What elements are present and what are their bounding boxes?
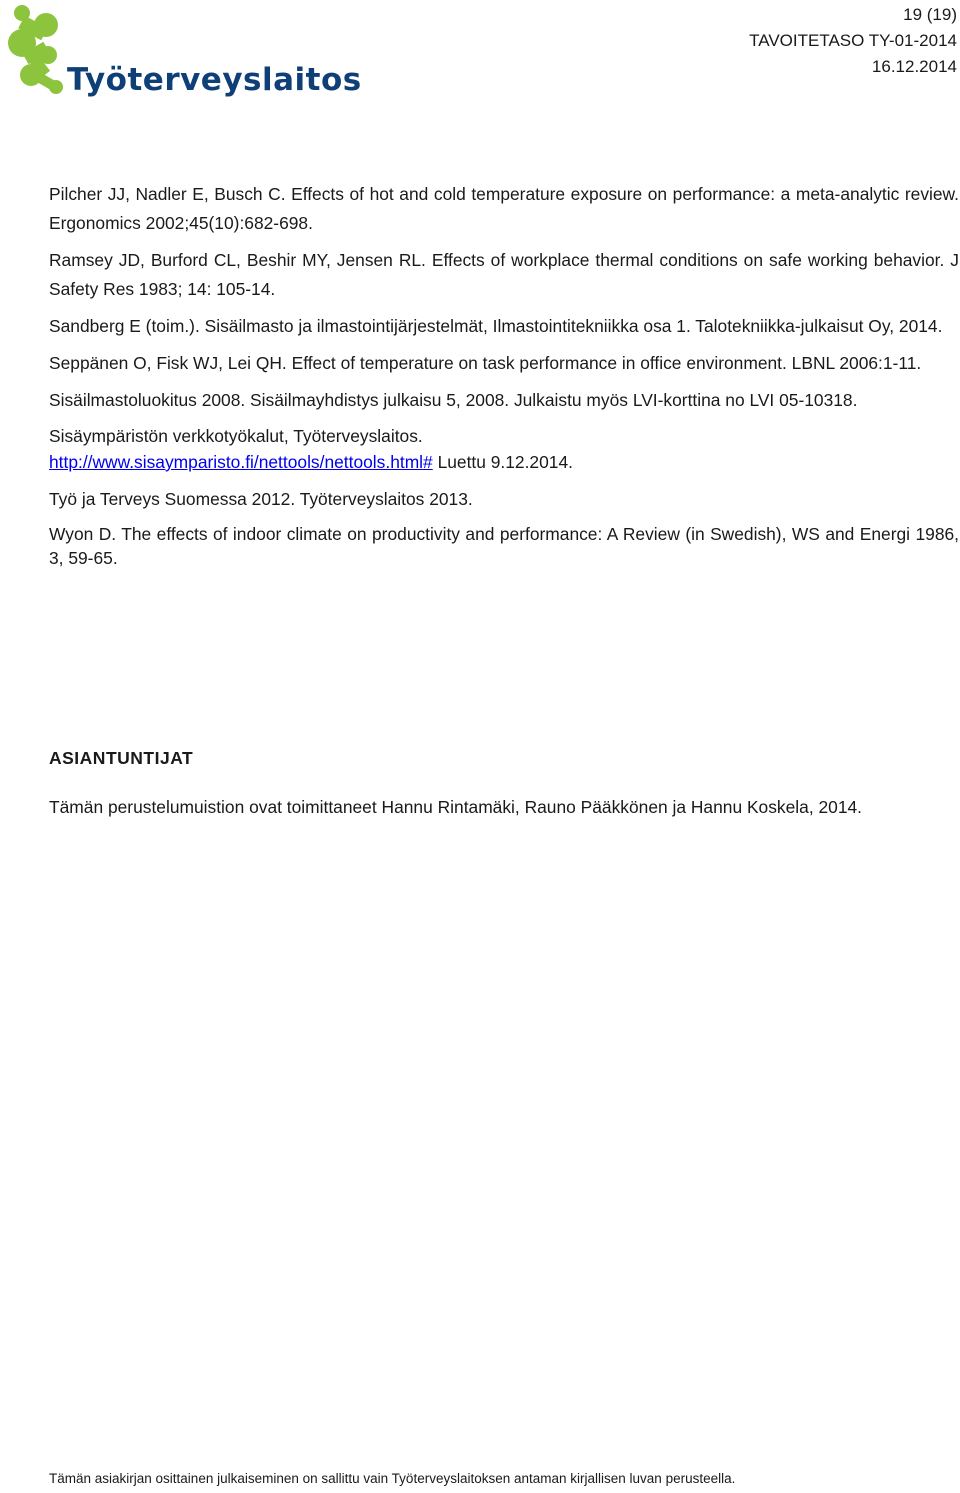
- document-date: 16.12.2014: [871, 57, 957, 76]
- reference-item: Pilcher JJ, Nadler E, Busch C. Effects of hot and cold temperature exposure on performance: a meta-analytic review. Ergonomics 2002;45(10):682-698.: [49, 184, 959, 233]
- reference-accessed-date: Luettu 9.12.2014.: [432, 452, 573, 472]
- reference-text: Sisäympäristön verkkotyökalut, Työterveyslaitos.: [49, 426, 423, 446]
- document-id: TAVOITETASO TY-01-2014: [749, 31, 957, 50]
- section-heading-experts: ASIANTUNTIJAT: [49, 748, 194, 768]
- document-header: [749, 2, 957, 80]
- reference-link[interactable]: http://www.sisaymparisto.fi/nettools/nettools.html#: [49, 452, 433, 472]
- reference-item: Wyon D. The effects of indoor climate on productivity and performance: A Review (in Swedish), WS and Energi 1986, 3, 59-65.: [49, 524, 959, 568]
- logo-wordmark: Työterveyslaitos: [67, 62, 362, 98]
- experts-paragraph: Tämän perustelumuistion ovat toimittaneet Hannu Rintamäki, Rauno Pääkkönen ja Hannu Koskela, 2014.: [49, 797, 863, 817]
- organization-logo: [0, 0, 362, 112]
- page-number: 19 (19): [903, 5, 957, 24]
- reference-item: Sandberg E (toim.). Sisäilmasto ja ilmastointijärjestelmät, Ilmastointitekniikka osa 1. Talotekniikka-julkaisut Oy, 2014.: [49, 316, 943, 336]
- reference-item: Sisäilmastoluokitus 2008. Sisäilmayhdistys julkaisu 5, 2008. Julkaistu myös LVI-korttina no LVI 05-10318.: [49, 390, 858, 410]
- reference-item: Seppänen O, Fisk WJ, Lei QH. Effect of temperature on task performance in office environment. LBNL 2006:1-11.: [49, 353, 922, 373]
- reference-item: [49, 423, 959, 475]
- logo-mark-icon: [4, 3, 72, 103]
- footer-notice: Tämän asiakirjan osittainen julkaiseminen on sallittu vain Työterveyslaitoksen antaman kirjallisen luvan perusteella.: [49, 1471, 736, 1486]
- reference-item: Työ ja Terveys Suomessa 2012. Työterveyslaitos 2013.: [49, 489, 473, 509]
- reference-list: [49, 180, 959, 578]
- reference-item: Ramsey JD, Burford CL, Beshir MY, Jensen RL. Effects of workplace thermal conditions on safe working behavior. J Safety Res 1983; 14: 105-14.: [49, 250, 959, 299]
